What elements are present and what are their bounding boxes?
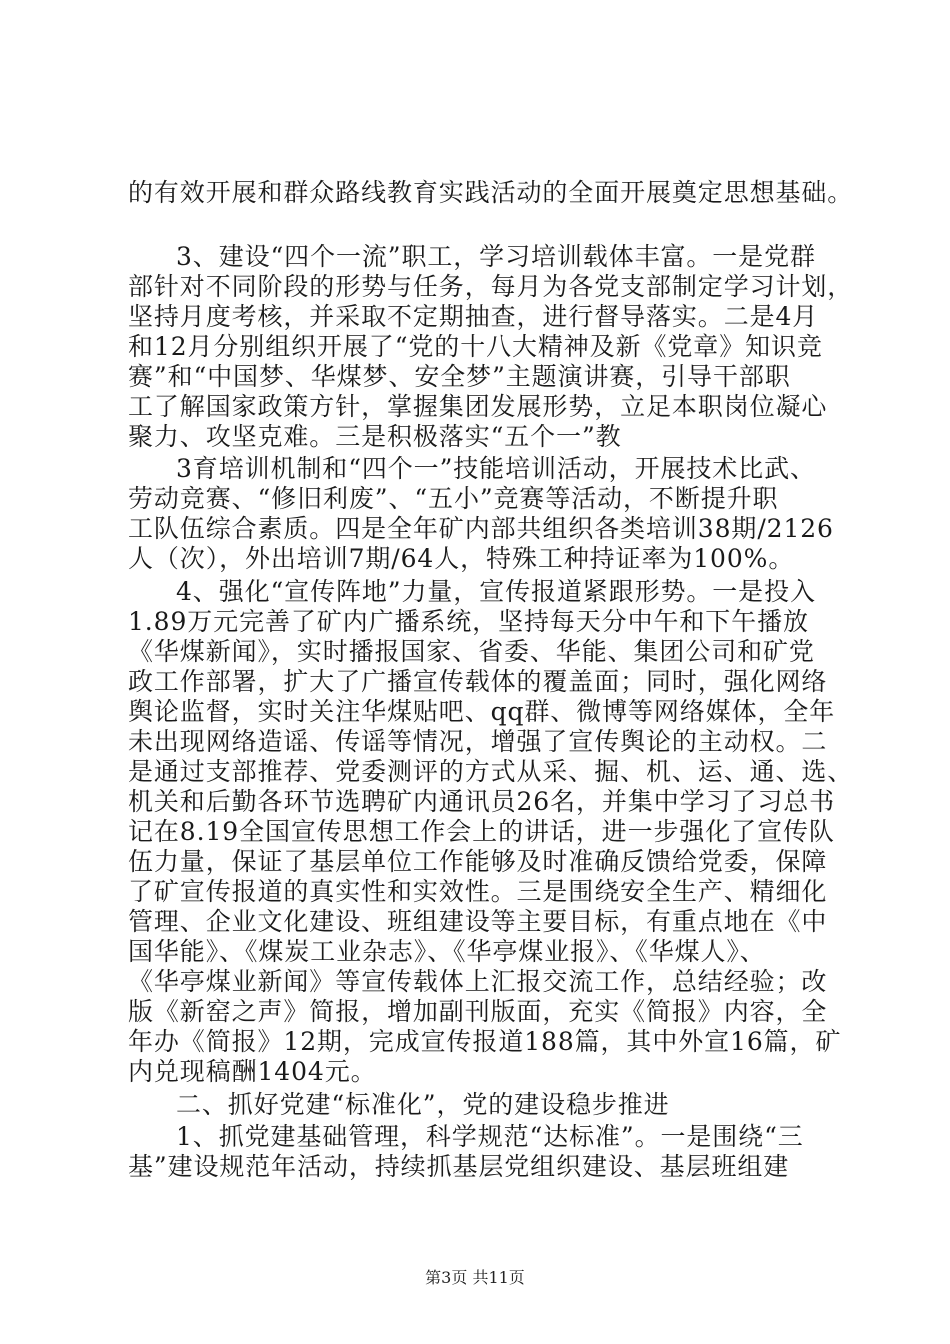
text-line: 和12月分别组织开展了“党的十八大精神及新《党章》知识竞 (128, 332, 823, 361)
text-line: 聚力、攻坚克难。三是积极落实“五个一”教 (128, 422, 622, 451)
text-line: 基”建设规范年活动，持续抓基层党组织建设、基层班组建 (128, 1152, 790, 1181)
text-line: 未出现网络造谣、传谣等情况，增强了宣传舆论的主动权。二 (128, 727, 828, 756)
text-line: 版《新窑之声》简报，增加副刊版面，充实《简报》内容，全 (128, 997, 828, 1026)
text-line: 内兑现稿酬1404元。 (128, 1057, 377, 1086)
section-heading: 二、抓好党建“标准化”，党的建设稳步推进 (176, 1090, 670, 1119)
paragraph-start-line: 3育培训机制和“四个一”技能培训活动，开展技术比武、 (176, 454, 816, 483)
paragraph-start-line: 1、抓党建基础管理，科学规范“达标准”。一是围绕“三 (176, 1122, 804, 1151)
text-line: 了矿宣传报道的真实性和实效性。三是围绕安全生产、精细化 (128, 877, 828, 906)
text-line: 是通过支部推荐、党委测评的方式从采、掘、机、运、通、选、 (128, 757, 854, 786)
text-line: 坚持月度考核，并采取不定期抽查，进行督导落实。二是4月 (128, 302, 819, 331)
text-line: 工了解国家政策方针，掌握集团发展形势，立足本职岗位凝心 (128, 392, 828, 421)
text-line: 劳动竞赛、“修旧利废”、“五小”竞赛等活动，不断提升职 (128, 484, 779, 513)
paragraph-start-line: 4、强化“宣传阵地”力量，宣传报道紧跟形势。一是投入 (176, 577, 816, 606)
text-line: 管理、企业文化建设、班组建设等主要目标，有重点地在《中 (128, 907, 828, 936)
text-line: 记在8.19全国宣传思想工作会上的讲话，进一步强化了宣传队 (128, 817, 835, 846)
text-line: 人（次），外出培训7期/64人，特殊工种持证率为100%。 (128, 544, 795, 573)
paragraph-start-line: 3、建设“四个一流”职工，学习培训载体丰富。一是党群 (176, 242, 816, 271)
text-line: 国华能》、《煤炭工业杂志》、《华亭煤业报》、《华煤人》、 (128, 937, 766, 966)
text-line: 政工作部署，扩大了广播宣传载体的覆盖面；同时，强化网络 (128, 667, 828, 696)
text-line: 舆论监督，实时关注华煤贴吧、qq群、微博等网络媒体，全年 (128, 697, 836, 726)
text-line: 赛”和“中国梦、华煤梦、安全梦”主题演讲赛，引导干部职 (128, 362, 791, 391)
text-line: 工队伍综合素质。四是全年矿内部共组织各类培训38期/2126 (128, 514, 834, 543)
text-line: 的有效开展和群众路线教育实践活动的全面开展奠定思想基础。 (128, 178, 854, 207)
text-line: 部针对不同阶段的形势与任务，每月为各党支部制定学习计划， (128, 272, 854, 301)
text-line: 伍力量，保证了基层单位工作能够及时准确反馈给党委，保障 (128, 847, 828, 876)
text-line: 年办《简报》12期，完成宣传报道188篇，其中外宣16篇，矿 (128, 1027, 842, 1056)
text-line: 《华煤新闻》，实时播报国家、省委、华能、集团公司和矿党 (128, 637, 815, 666)
text-line: 1.89万元完善了矿内广播系统，坚持每天分中午和下午播放 (128, 607, 809, 636)
text-line: 机关和后勤各环节选聘矿内通讯员26名，并集中学习了习总书 (128, 787, 836, 816)
text-line: 《华亭煤业新闻》等宣传载体上汇报交流工作，总结经验；改 (128, 967, 828, 996)
page-footer: 第3页 共11页 (425, 1268, 525, 1287)
